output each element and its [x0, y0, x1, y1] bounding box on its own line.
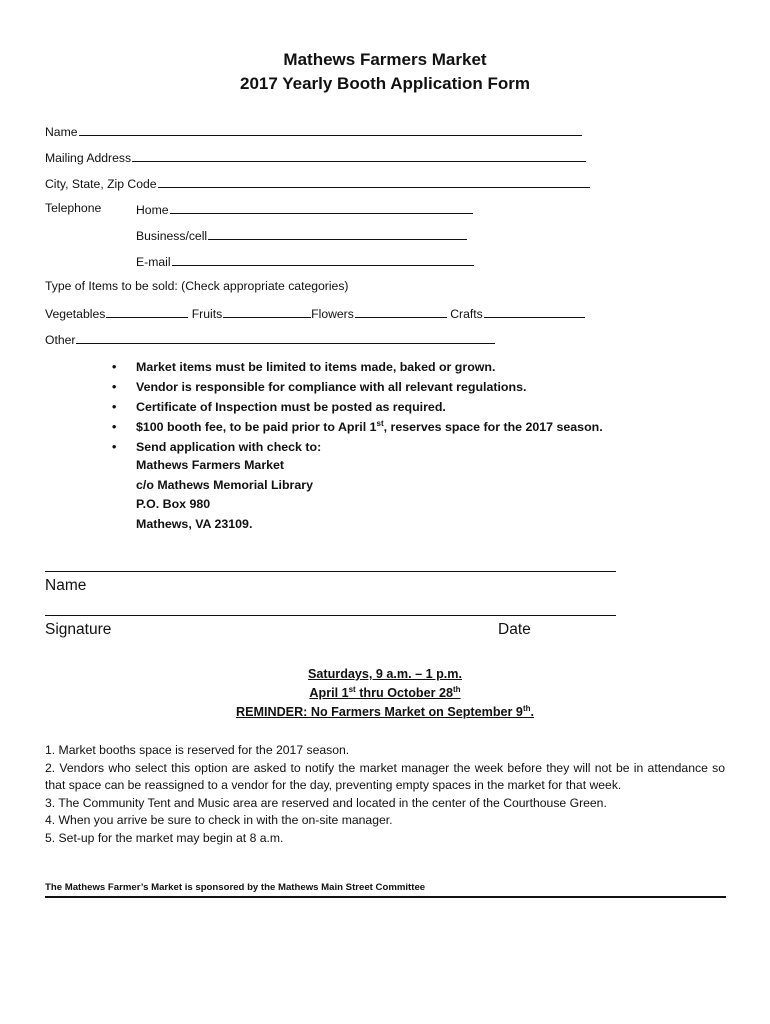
categories-row [45, 305, 585, 321]
bullet-icon: • [112, 420, 117, 434]
other-line[interactable] [76, 331, 495, 344]
signature-line[interactable] [45, 615, 616, 616]
fruits-line[interactable] [223, 305, 311, 318]
bullet-icon: • [112, 380, 117, 394]
other-label: Other [45, 333, 76, 347]
business-cell-label: Business/cell [136, 229, 208, 243]
signature-label: Signature [45, 621, 112, 638]
bullet-icon: • [112, 440, 117, 454]
crafts-line[interactable] [484, 305, 585, 318]
crafts-label: Crafts [450, 307, 483, 321]
home-phone-line[interactable] [170, 201, 473, 214]
address-line: Mathews Farmers Market [136, 458, 285, 472]
mailing-address-line[interactable] [132, 149, 586, 162]
address-line: c/o Mathews Memorial Library [136, 477, 313, 492]
email-row [136, 253, 474, 269]
bullet-icon: • [112, 400, 117, 414]
bullet-icon: • [112, 360, 117, 374]
email-line[interactable] [172, 253, 474, 266]
rules-list [112, 357, 603, 457]
form-title-line1: Mathews Farmers Market [283, 50, 487, 69]
vegetables-label: Vegetables [45, 307, 106, 321]
home-phone-label: Home [136, 203, 169, 217]
rule-item: • Certificate of Inspection must be posted as required. [112, 397, 603, 417]
type-of-items-label: Type of Items to be sold: (Check appropriate categories) [45, 279, 349, 293]
footer-rule [45, 896, 726, 898]
flowers-label: Flowers [311, 307, 354, 321]
name-field-label: Name [45, 125, 78, 139]
date-label: Date [498, 621, 531, 638]
market-days: Saturdays, 9 a.m. – 1 p.m. [308, 667, 462, 681]
reminder-notice: REMINDER: No Farmers Market on September 9th. [236, 703, 534, 719]
business-cell-line[interactable] [208, 227, 467, 240]
vegetables-line[interactable] [106, 305, 188, 318]
notes-list [45, 742, 725, 847]
mailing-address-row [45, 149, 586, 165]
rule-item: • Vendor is responsible for compliance with all relevant regulations. [112, 377, 603, 397]
rule-item: • $100 booth fee, to be paid prior to April 1st, reserves space for the 2017 season. [112, 417, 603, 437]
address-line: Mathews, VA 23109. [136, 516, 253, 531]
city-state-zip-label: City, State, Zip Code [45, 177, 157, 191]
flowers-line[interactable] [355, 305, 447, 318]
note-item: 3. The Community Tent and Music area are reserved and located in the center of the Courthouse Green. [45, 795, 607, 810]
rule-item: • Market items must be limited to items made, baked or grown. [112, 357, 603, 377]
telephone-label: Telephone [45, 201, 102, 215]
note-item: 4. When you arrive be sure to check in with the on-site manager. [45, 813, 393, 827]
home-phone-row [136, 201, 473, 217]
fruits-label: Fruits [191, 307, 223, 321]
printed-name-line[interactable] [45, 571, 616, 572]
city-state-zip-line[interactable] [158, 175, 590, 188]
note-item: 2. Vendors who select this option are asked to notify the market manager the week before they will not be in attendance so that space can be reassigned to a vendor for the day, preventing empty spaces in the market for that week. [45, 760, 725, 792]
city-state-zip-row [45, 175, 590, 191]
business-cell-row [136, 227, 467, 243]
printed-name-label: Name [45, 577, 87, 594]
form-title-line2: 2017 Yearly Booth Application Form [239, 74, 531, 93]
other-row [45, 331, 495, 347]
mailing-address-block [136, 456, 313, 534]
sponsor-footer: The Mathews Farmer’s Market is sponsored by the Mathews Main Street Committee [45, 882, 426, 893]
name-field-line[interactable] [79, 123, 582, 136]
address-line: P.O. Box 980 [136, 497, 211, 511]
note-item: 1. Market booths space is reserved for the 2017 season. [45, 743, 350, 757]
email-label: E-mail [136, 255, 171, 269]
mailing-address-label: Mailing Address [45, 151, 132, 165]
rule-item: • Send application with check to: [112, 437, 603, 457]
name-field-row [45, 123, 582, 139]
note-item: 5. Set-up for the market may begin at 8 a.m. [45, 830, 284, 845]
season-range: April 1st thru October 28th [309, 684, 461, 700]
